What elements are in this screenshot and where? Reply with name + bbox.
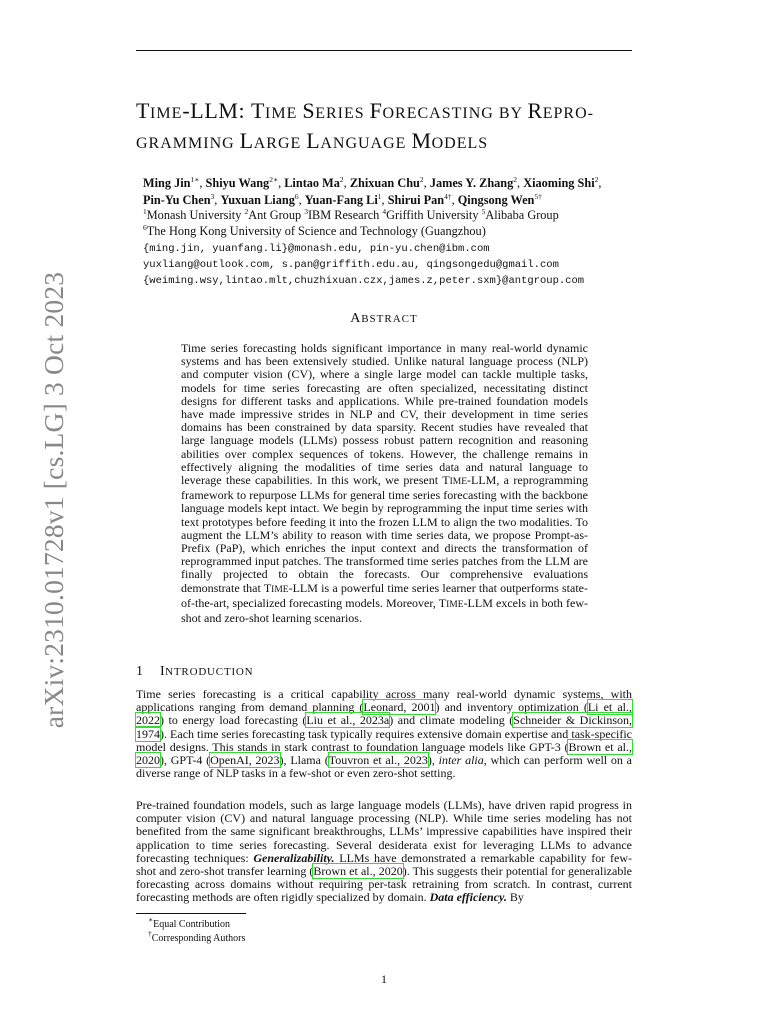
intro-paragraph-1: Time series forecasting is a critical capability across many real-world dynamic systems, with applications ranging from demand planning (Leonard, 2001) and inventory optimization (Li et al., 2022) to energy load forecasting (Liu et al., 2023a) and climate modeling (Schneider & Dickinson, 1974). Each time series forecasting task typically requires extensive domain expertise and task-specific model designs. This stands in stark contrast to foundation language models like GPT-3 (Brown et al., 2020), GPT-4 (OpenAI, 2023), Llama (Touvron et al., 2023), inter alia, which can perform well on a diverse range of NLP tasks in a few-shot or even zero-shot setting. xyxy=(136,687,632,781)
abstract-text: Time series forecasting holds significant importance in many real-world dynamic systems and has been extensively studied. Unlike natural language process (NLP) and computer vision (CV), where a single large model can tackle multiple tasks, models for time series forecasting are often specialized, necessitating distinct designs for different tasks and applications. While pre-trained foundation models have made impressive strides in NLP and CV, their development in time series domains has been constrained by data sparsity. Recent studies have revealed that large language models (LLMs) possess robust pattern recognition and reasoning abilities over complex sequences of tokens. However, the challenge remains in effectively aligning the modalities of time series data and natural language to leverage these capabilities. In this work, we present TIME-LLM, a reprogramming framework to repurpose LLMs for general time series forecasting with the backbone language models kept intact. We begin by reprogramming the input time series with text prototypes before feeding it into the frozen LLM to align the two modalities. To augment the LLM’s ability to reason with time series data, we propose Prompt-as-Prefix (PaP), which enriches the input context and directs the transformation of reprogrammed input patches. The transformed time series patches from the LLM are finally projected to obtain the forecasts. Our comprehensive evaluations demonstrate that TIME-LLM is a powerful time series learner that outperforms state-of-the-art, specialized forecasting models. Moreover, TIME-LLM excels in both few-shot and zero-shot learning scenarios. xyxy=(181,341,589,626)
arxiv-identifier-stamp: arXiv:2310.01728v1 [cs.LG] 3 Oct 2023 xyxy=(38,271,69,729)
footnote-corresponding-authors: †Corresponding Authors xyxy=(148,929,246,944)
citation-link[interactable]: Touvron et al., 2023 xyxy=(328,753,428,768)
intro-paragraph-2: Pre-trained foundation models, such as large language models (LLMs), have driven rapid progress in computer vision (CV) and natural language processing (NLP). While time series modeling has not benefited from the same significant breakthroughs, LLMs’ impressive capabilities have inspired their application to time series forecasting. Several desiderata exist for leveraging LLMs to advance forecasting techniques: Generalizability. LLMs have demonstrated a remarkable capability for few-shot and zero-shot transfer learning (Brown et al., 2020). This suggests their potential for generalizable forecasting across domains without requiring per-task retraining from scratch. In contrast, current forecasting methods are often rigidly specialized by domain. Data efficiency. By xyxy=(136,798,632,905)
citation-link[interactable]: Schneider & Dickinson, 1974 xyxy=(136,713,632,741)
page-number: 1 xyxy=(381,972,387,986)
email-line: {ming.jin, yuanfang.li}@monash.edu, pin-yu.chen@ibm.com xyxy=(143,243,490,255)
email-line: yuxliang@outlook.com, s.pan@griffith.edu.au, qingsongedu@gmail.com xyxy=(143,259,559,271)
footnote-equal-contribution: ∗Equal Contribution xyxy=(148,915,231,930)
paper-title: TIME-LLM: TIME SERIES FORECASTING BY REPRO- GRAMMING LARGE LANGUAGE MODELS xyxy=(136,98,594,153)
method-name: TIME-LLM xyxy=(442,473,497,488)
method-name: TIME-LLM xyxy=(438,595,493,610)
citation-link[interactable]: Li et al., 2022 xyxy=(136,700,632,728)
author-list: Ming Jin$^{1∗}$, Shiyu Wang$^{2∗}$, Lintao Ma$^2$, Zhixuan Chu$^2$, James Y. Zhang$^2$, Xiaoming Shi$^2$, Pin-Yu Chen$^3$, Yuxuan Liang$^6$, Yuan-Fang Li$^1$, Shirui Pan$^{4\dagger}$, Qingsong Wen$^{5\dagger}$ xyxy=(143,175,602,207)
email-line: {weiming.wsy,lintao.mlt,chuzhixuan.czx,james.z,peter.sxm}@antgroup.com xyxy=(143,275,585,287)
citation-link[interactable]: Brown et al., 2020 xyxy=(136,739,632,768)
citation-link[interactable]: Leonard, 2001 xyxy=(363,700,436,715)
section-heading-introduction: 1 INTRODUCTION xyxy=(136,664,254,679)
author-emails xyxy=(143,241,663,289)
affiliations: $^1$Monash University $^2$Ant Group $^3$IBM Research $^4$Griffith University $^5$Alibaba Group $^6$The Hong Kong University of Science and Technology (Guangzhou) xyxy=(143,207,559,238)
citation-link[interactable]: OpenAI, 2023 xyxy=(210,753,280,768)
abstract-heading: ABSTRACT xyxy=(350,311,418,326)
citation-link[interactable]: Brown et al., 2020 xyxy=(313,864,403,879)
method-name: TIME-LLM xyxy=(263,580,318,595)
footnotes xyxy=(148,915,246,946)
citation-link[interactable]: Liu et al., 2023a xyxy=(306,713,390,728)
top-rule xyxy=(136,50,632,51)
footnote-rule xyxy=(136,913,246,914)
